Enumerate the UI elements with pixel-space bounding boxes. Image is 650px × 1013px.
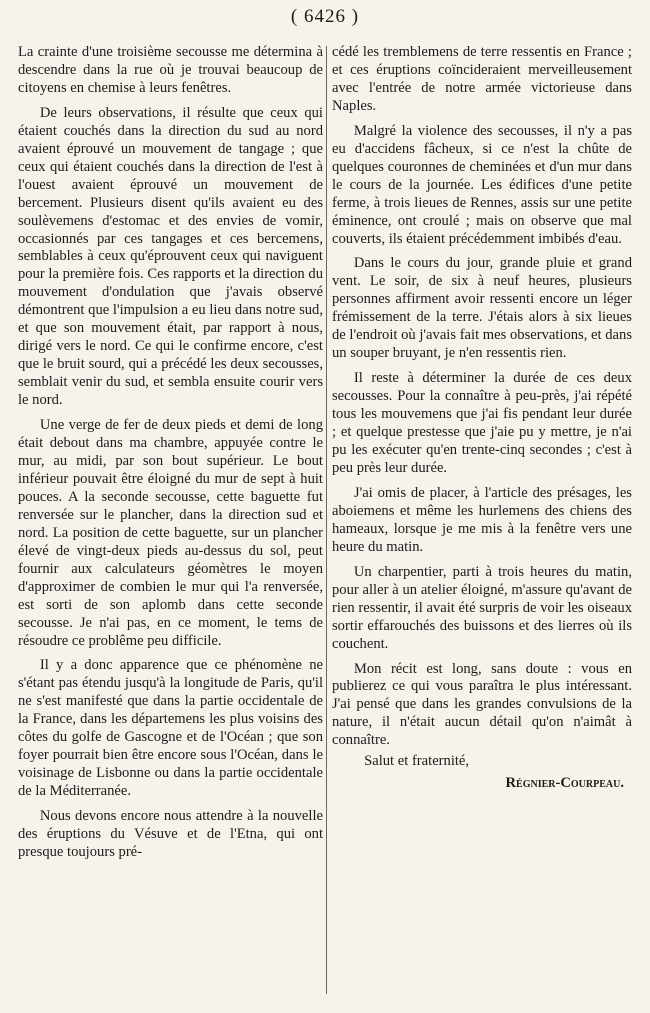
signature: Régnier-Courpeau.: [505, 775, 624, 792]
paragraph: Il y a donc apparence que ce phénomène ne s'étant pas étendu jusqu'à la longitude de Paris, qu'il ne s'est manifesté que dans la partie occidentale de la France, dans les départemens les plus voisins des côtes du golfe de Gascogne et de l'Océan ; que son foyer pourrait bien être encore sous l'Océan, dans le voisinage de Lisbonne ou dans la partie occidentale de la Méditerranée.: [18, 657, 323, 800]
paragraph: Une verge de fer de deux pieds et demi de long était debout dans ma chambre, appuyée contre le mur, au midi, par son bout supérieur. Le bout inférieur pouvait être éloigné du mur de sept à huit pouces. A la seconde secousse, cette baguette fut renversée sur le plancher, dans la direction sud et nord. La position de cette baguette, sur un plancher élevé de vingt-deux pieds au-dessus du sol, peut fournir aux calculateurs géomètres le moyen d'approximer de combien le mur qui l'a renversée, est sorti de son aplomb dans cette seconde secousse. Je n'ai pas, en ce moment, le tems de résoudre ce problême peu difficile.: [18, 417, 323, 649]
paragraph: Nous devons encore nous attendre à la nouvelle des éruptions du Vésuve et de l'Etna, qui ont presque toujours pré-: [18, 808, 323, 860]
right-column: [332, 44, 632, 793]
page-number: ( 6426 ): [290, 6, 360, 27]
paragraph: J'ai omis de placer, à l'article des présages, les aboiemens et même les hurlemens des chiens des hameaux, lorsque je me mis à la fenêtre vers une heure du matin.: [332, 484, 632, 555]
paragraph: Il reste à déterminer la durée de ces deux secousses. Pour la connaître à peu-près, j'ai répété tous les mouvemens que j'ai fis pendant leur durée ; et quelque prestesse que j'aie pu y mettre, je n'ai pu les exécuter qu'en trente-cinq secondes ; c'est à peu près leur durée.: [332, 370, 632, 476]
salutation: Salut et fraternité,: [364, 753, 470, 770]
paragraph: Mon récit est long, sans doute : vous en publierez ce qui vous paraîtra le plus intéressant. J'ai pensé que dans les grandes convulsions de la nature, il n'était aucun détail qu'on n'aimât à connaître.: [332, 660, 632, 749]
paragraph: Malgré la violence des secousses, il n'y a pas eu d'accidens fâcheux, si ce n'est la chûte de quelques couronnes de cheminées et d'un mur dans le cours de la journée. Les édifices d'une petite ferme, à trois lieues de Rennes, assis sur une petite éminence, ont croulé ; mais on observe que mal couverts, ils étaient précédemment imbibés d'eau.: [332, 122, 632, 247]
paragraph: De leurs observations, il résulte que ceux qui étaient couchés dans la direction du sud au nord avaient éprouvé un mouvement de tangage ; que ceux qui étaient couchés dans la direction de l'est à l'ouest avaient éprouvé un mouvement de bercement. Plusieurs disent qu'ils avaient eu des soulèvemens d'estomac et des envies de vomir, occasionnés par ces tangages et ces bercemens, semblables à ceux qu'éprouvent ceux qui naviguent pour la première fois. Ces rapports et la direction du mouvement d'ondulation que j'avais observé démontrent que l'impulsion a eu lieu dans notre sud, et que son mouvement était, par rapport à nous, dirigé vers le nord. Ce qui le confirme encore, c'est que le bruit sourd, qui a précédé les deux secousses, semblait venir du sud, et sembla ensuite courir vers le nord.: [18, 104, 323, 409]
left-column: [18, 44, 323, 862]
column-divider: [326, 46, 327, 994]
paragraph: cédé les tremblemens de terre ressentis en France ; et ces éruptions coïncideraient merveilleusement avec l'entrée de notre armée victorieuse dans Naples.: [332, 44, 632, 114]
paragraph: La crainte d'une troisième secousse me détermina à descendre dans la rue où je trouvai beaucoup de citoyens en chemise à leurs fenêtres.: [18, 44, 323, 96]
paragraph: Dans le cours du jour, grande pluie et grand vent. Le soir, de six à neuf heures, plusieurs personnes affirment avoir ressenti encore un léger frémissement de la terre. J'étais alors à six lieues de l'endroit où j'avais fait mes observations, et dans un souper bruyant, je n'en ressentis rien.: [332, 255, 632, 362]
paragraph: Un charpentier, parti à trois heures du matin, pour aller à un atelier éloigné, m'assure qu'avant de rien ressentir, il avait été surpris de voir les oiseaux sortir effarouchés des buissons et des lierres où ils couchent.: [332, 563, 632, 652]
